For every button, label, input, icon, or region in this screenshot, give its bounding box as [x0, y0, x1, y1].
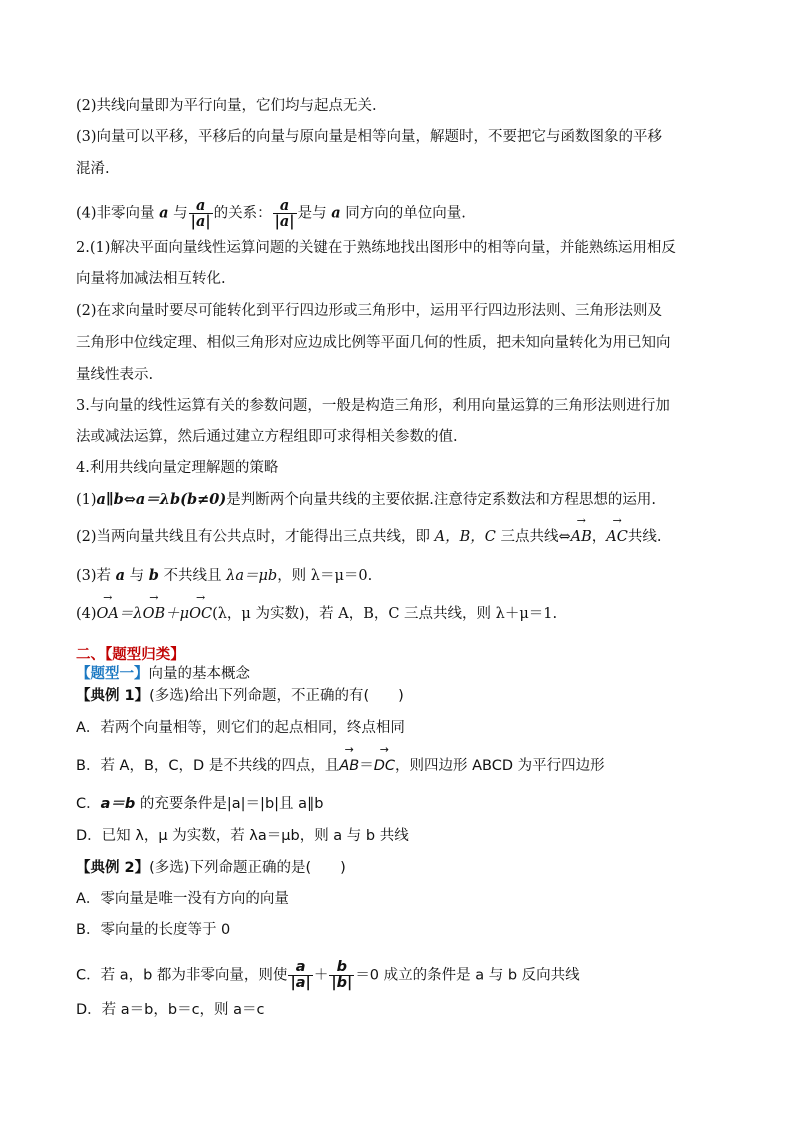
- example2-option-c: C．若 a，b 都为非零向量，则使 $\frac{a}{|a|}$ ＋ $\frac{b}{|b|}$ ＝0 成立的条件是 a 与 b 反向共线: [76, 959, 580, 991]
- paragraph-parallelogram-line3: 量线性表示.: [76, 367, 154, 383]
- example2-stem: 【典例 2】(多选)下列命题正确的是( ): [76, 860, 346, 876]
- paragraph-parallelogram-line1: (2)在求向量时要尽可能转化到平行四边形或三角形中，运用平行四边形法则、三角形法则及: [76, 303, 663, 319]
- example1-option-d: D．已知 λ，μ 为实数，若 λa＝μb，则 a 与 b 共线: [76, 828, 409, 844]
- paragraph-parallelogram-line2: 三角形中位线定理、相似三角形对应边成比例等平面几何的性质，把未知向量转化为用已知向: [76, 335, 671, 351]
- section-heading: 二、【题型归类】: [76, 647, 185, 663]
- paragraph-linear-ops-line1: 2.(1)解决平面向量线性运算问题的关键在于熟练地找出图形中的相等向量，并能熟练运用相反: [76, 240, 676, 256]
- paragraph-lambda-mu-sum: (4)→ OA＝λ→ OB＋μ→ OC(λ，μ 为实数)，若 A，B，C 三点共线，则 λ＋μ＝1.: [76, 604, 557, 624]
- vector-DC-ex1: → DC: [374, 756, 395, 776]
- paragraph-collinear-parallel: (2)共线向量即为平行向量，它们均与起点无关.: [76, 98, 377, 114]
- vector-AB: → AB: [571, 527, 592, 547]
- paragraph-parameters-line2: 法或减法运算，然后通过建立方程组即可求得相关参数的值.: [76, 429, 458, 445]
- type1-heading: 【题型一】向量的基本概念: [76, 666, 250, 682]
- example1-option-b: B．若 A，B，C，D 是不共线的四点，且→ AB＝→ DC，则四边形 ABCD 为平行四边形: [76, 756, 605, 776]
- paragraph-strategy-heading: 4.利用共线向量定理解题的策略: [76, 460, 279, 476]
- paragraph-linear-ops-line2: 向量将加减法相互转化.: [76, 271, 226, 287]
- example2-option-d: D．若 a＝b，b＝c，则 a＝c: [76, 1002, 265, 1018]
- example1-option-a: A．若两个向量相等，则它们的起点相同，终点相同: [76, 720, 405, 736]
- paragraph-translation-line1: (3)向量可以平移，平移后的向量与原向量是相等向量，解题时，不要把它与函数图象的平移: [76, 129, 663, 145]
- vector-OC: → OC: [189, 604, 212, 624]
- example1-stem: 【典例 1】(多选)给出下列命题，不正确的有( ): [76, 688, 404, 704]
- paragraph-translation-line2: 混淆.: [76, 161, 110, 177]
- fraction-a-over-norm-a-ex2: $\frac{a}{|a|}$: [290, 959, 311, 991]
- vector-AC: → AC: [606, 527, 628, 547]
- fraction-a-over-norm-a: $\frac{a}{|a|}$: [190, 197, 211, 230]
- vector-OB: → OB: [143, 604, 166, 624]
- fraction-b-over-norm-b-ex2: $\frac{b}{|b|}$: [331, 959, 353, 991]
- example2-option-a: A．零向量是唯一没有方向的向量: [76, 891, 289, 907]
- paragraph-non-collinear: (3)若 a 与 b 不共线且 λa＝μb，则 λ＝μ＝0.: [76, 567, 373, 584]
- vector-OA: → OA: [97, 604, 119, 624]
- paragraph-three-points-collinear: (2)当两向量共线且有公共点时，才能得出三点共线，即 A，B，C 三点共线⇔→ AB，→ AC共线.: [76, 527, 661, 547]
- paragraph-parameters-line1: 3.与向量的线性运算有关的参数问题，一般是构造三角形，利用向量运算的三角形法则进行加: [76, 398, 670, 414]
- example2-option-b: B．零向量的长度等于 0: [76, 922, 231, 938]
- example1-option-c: C．a＝b 的充要条件是|a|＝|b|且 a∥b: [76, 796, 324, 812]
- paragraph-collinear-criterion: (1)a∥b⇔a＝λb(b≠0)是判断两个向量共线的主要依据.注意待定系数法和方程思想的运用.: [76, 491, 656, 508]
- paragraph-unit-vector: (4)非零向量 a 与 $\frac{a}{|a|}$ 的关系： $\frac{a}{|a|}$ 是与 a 同方向的单位向量.: [76, 197, 466, 230]
- fraction-a-over-norm-a-2: $\frac{a}{|a|}$: [274, 197, 295, 230]
- vector-AB-ex1: → AB: [339, 756, 359, 776]
